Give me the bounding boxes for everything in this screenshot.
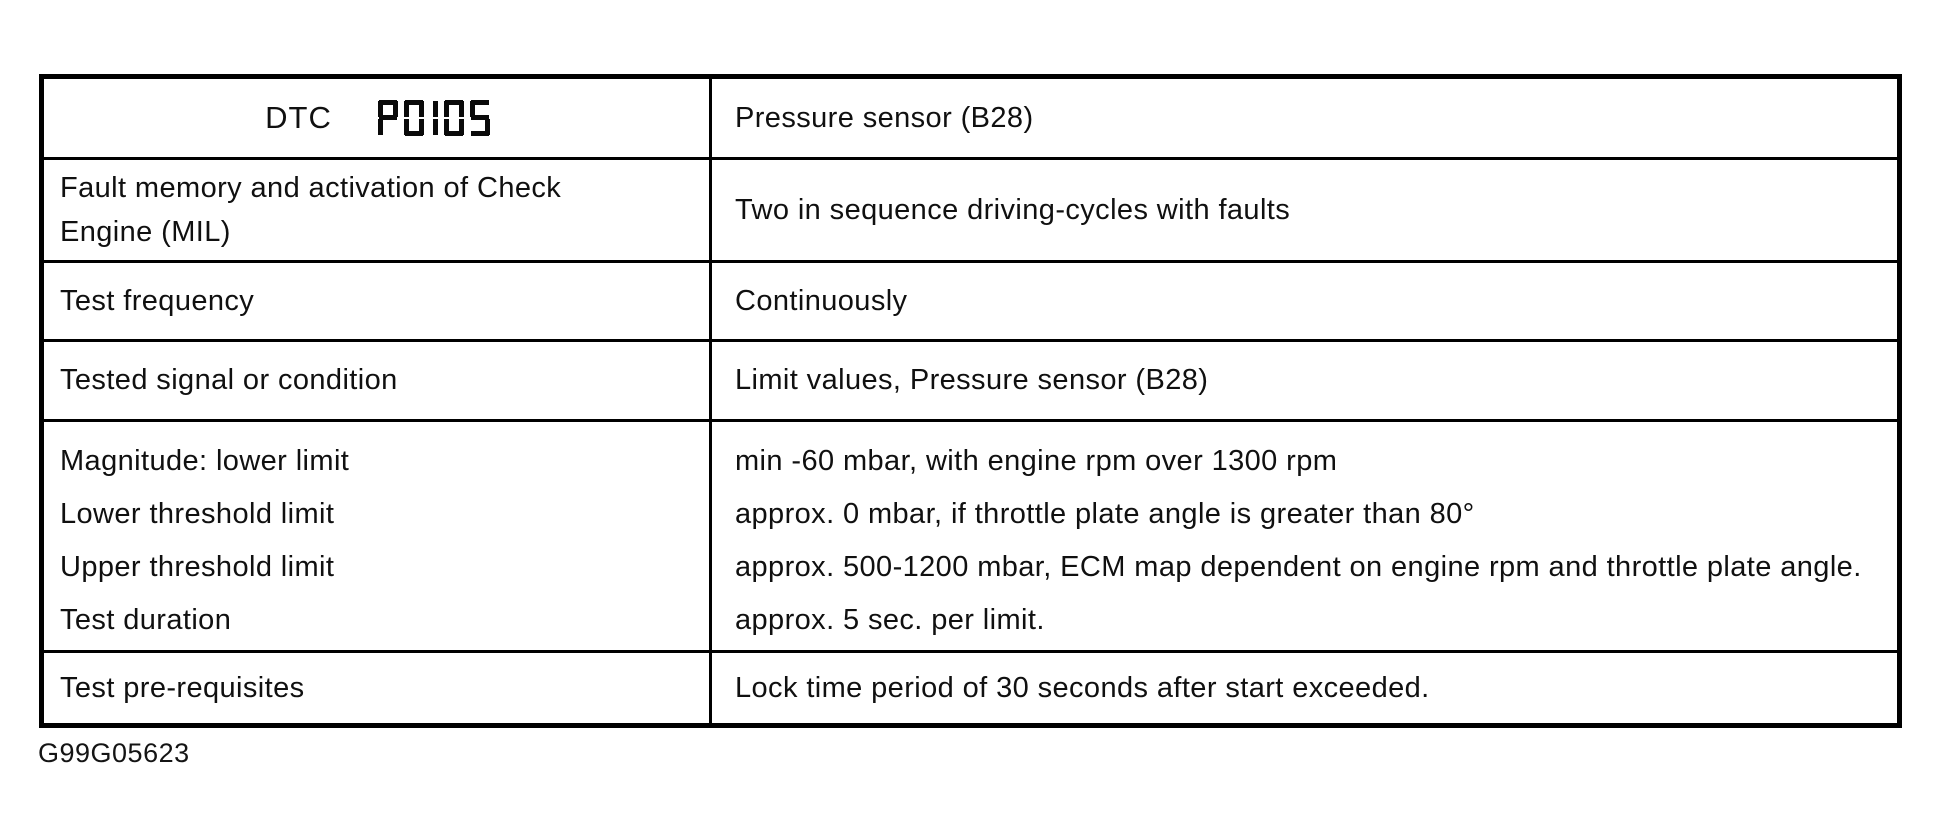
limits-value-upper-threshold: approx. 500-1200 mbar, ECM map dependent on engine rpm and throttle plate angle. xyxy=(735,551,1862,583)
figure-id-caption: G99G05623 xyxy=(38,738,190,768)
dtc-specification-table xyxy=(39,74,1902,728)
test-frequency-label-text: Test frequency xyxy=(60,284,255,317)
table-row-prerequisites xyxy=(44,653,1897,723)
limits-label-test-duration: Test duration xyxy=(60,604,232,636)
test-frequency-label-cell xyxy=(44,263,712,339)
seven-segment-char xyxy=(470,100,490,136)
seven-segment-char xyxy=(430,100,438,136)
limits-label-upper-threshold: Upper threshold limit xyxy=(60,551,335,583)
limits-value-magnitude: min -60 mbar, with engine rpm over 1300 rpm xyxy=(735,445,1338,477)
table-row-limits xyxy=(44,422,1897,653)
seven-segment-char xyxy=(404,100,424,136)
prerequisites-label-cell xyxy=(44,653,712,723)
tested-signal-value-text: Limit values, Pressure sensor (B28) xyxy=(735,364,1209,397)
tested-signal-label-text: Tested signal or condition xyxy=(60,364,398,397)
prerequisites-value-cell xyxy=(712,653,1897,723)
dtc-value-cell xyxy=(712,79,1897,157)
limits-label-lower-threshold: Lower threshold limit xyxy=(60,498,335,530)
fault-memory-value-cell xyxy=(712,160,1897,260)
seven-segment-char xyxy=(378,100,398,136)
fault-memory-label-line1: Fault memory and activation of Check xyxy=(60,172,562,204)
tested-signal-label-cell xyxy=(44,342,712,419)
limits-label-cell xyxy=(44,422,712,650)
table-row-fault-memory xyxy=(44,160,1897,263)
table-row-tested-signal xyxy=(44,342,1897,422)
prerequisites-label-text: Test pre-requisites xyxy=(60,671,305,704)
limits-value-test-duration: approx. 5 sec. per limit. xyxy=(735,604,1045,636)
limits-label-magnitude: Magnitude: lower limit xyxy=(60,445,350,477)
prerequisites-value-text: Lock time period of 30 seconds after start exceeded. xyxy=(735,671,1430,704)
limits-value-lower-threshold: approx. 0 mbar, if throttle plate angle is greater than 80° xyxy=(735,498,1475,530)
limits-value-cell xyxy=(712,422,1897,650)
dtc-prefix-label: DTC xyxy=(265,99,332,135)
fault-memory-label-cell xyxy=(44,160,712,260)
fault-memory-label-line2: Engine (MIL) xyxy=(60,216,231,248)
test-frequency-value-cell xyxy=(712,263,1897,339)
test-frequency-value-text: Continuously xyxy=(735,284,908,317)
table-row-test-frequency xyxy=(44,263,1897,342)
tested-signal-value-cell xyxy=(712,342,1897,419)
table-row-dtc xyxy=(44,79,1897,160)
fault-memory-value-text: Two in sequence driving-cycles with faults xyxy=(735,193,1291,226)
dtc-code-seven-segment-display xyxy=(378,100,490,136)
seven-segment-char xyxy=(444,100,464,136)
dtc-label-cell xyxy=(44,79,712,157)
dtc-value-text: Pressure sensor (B28) xyxy=(735,101,1034,134)
